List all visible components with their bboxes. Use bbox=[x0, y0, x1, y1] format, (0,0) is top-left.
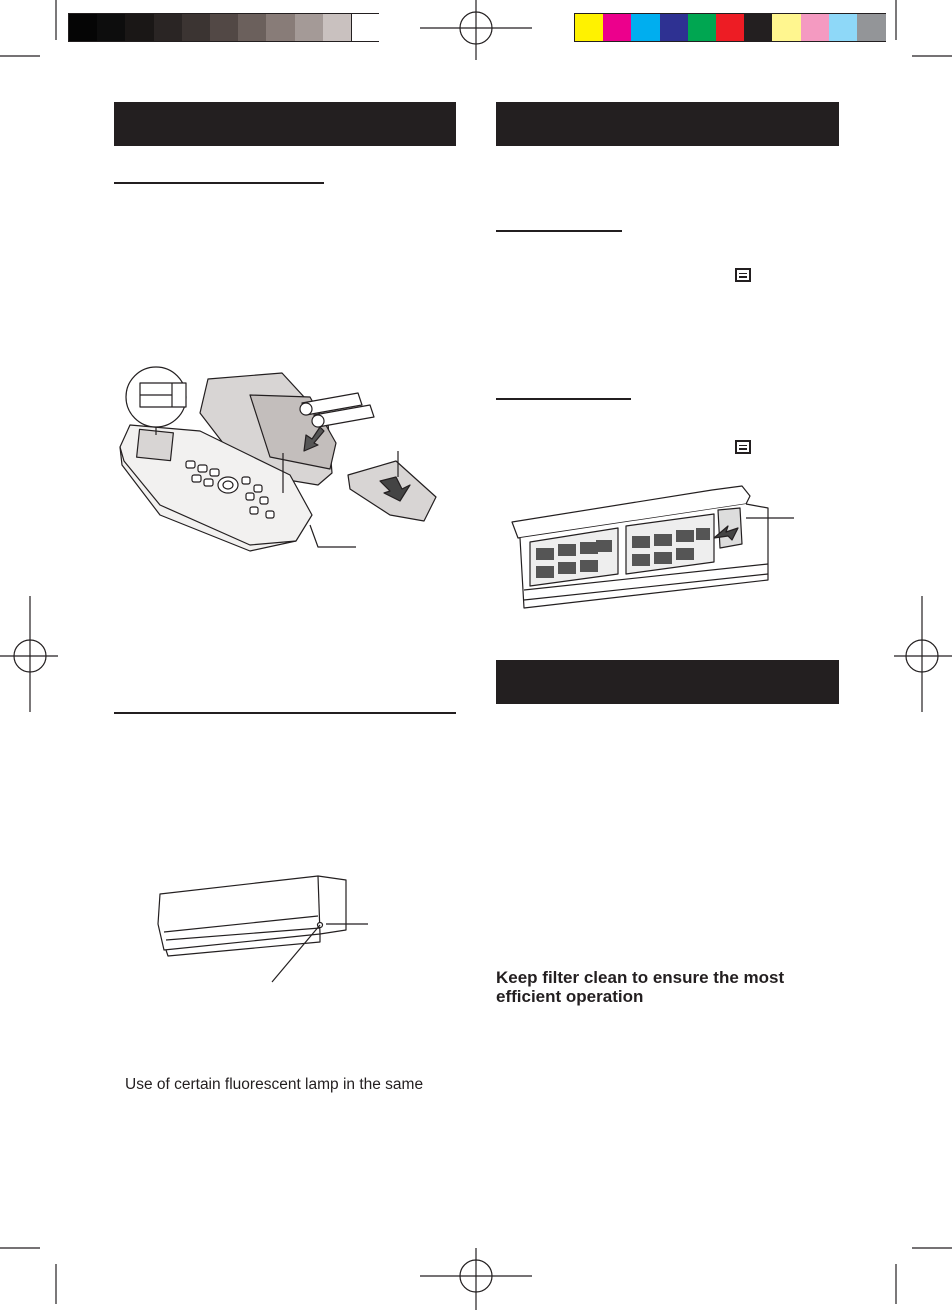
indoor-unit-filter-illustration bbox=[506, 482, 826, 622]
subheading-rule-left-top bbox=[114, 182, 324, 184]
subheading-rule-right-1 bbox=[496, 230, 622, 232]
subheading-rule-right-2 bbox=[496, 398, 631, 400]
registration-mark-right bbox=[894, 596, 952, 716]
registration-mark-bottom bbox=[416, 1240, 536, 1310]
subheading-rule-left-bottom bbox=[114, 712, 456, 714]
remote-battery-illustration bbox=[100, 365, 460, 565]
section-header-bar-right-top bbox=[496, 102, 839, 146]
section-header-bar-left bbox=[114, 102, 456, 146]
indoor-unit-illustration bbox=[150, 870, 380, 990]
filter-maintenance-note: Keep filter clean to ensure the most efficient operation bbox=[496, 968, 785, 1006]
menu-icon bbox=[735, 440, 751, 454]
section-header-bar-right-bottom bbox=[496, 660, 839, 704]
menu-icon bbox=[735, 268, 751, 282]
fluorescent-lamp-note: Use of certain fluorescent lamp in the same bbox=[125, 1076, 424, 1093]
registration-mark-left bbox=[0, 596, 60, 716]
registration-mark-top bbox=[416, 0, 536, 70]
